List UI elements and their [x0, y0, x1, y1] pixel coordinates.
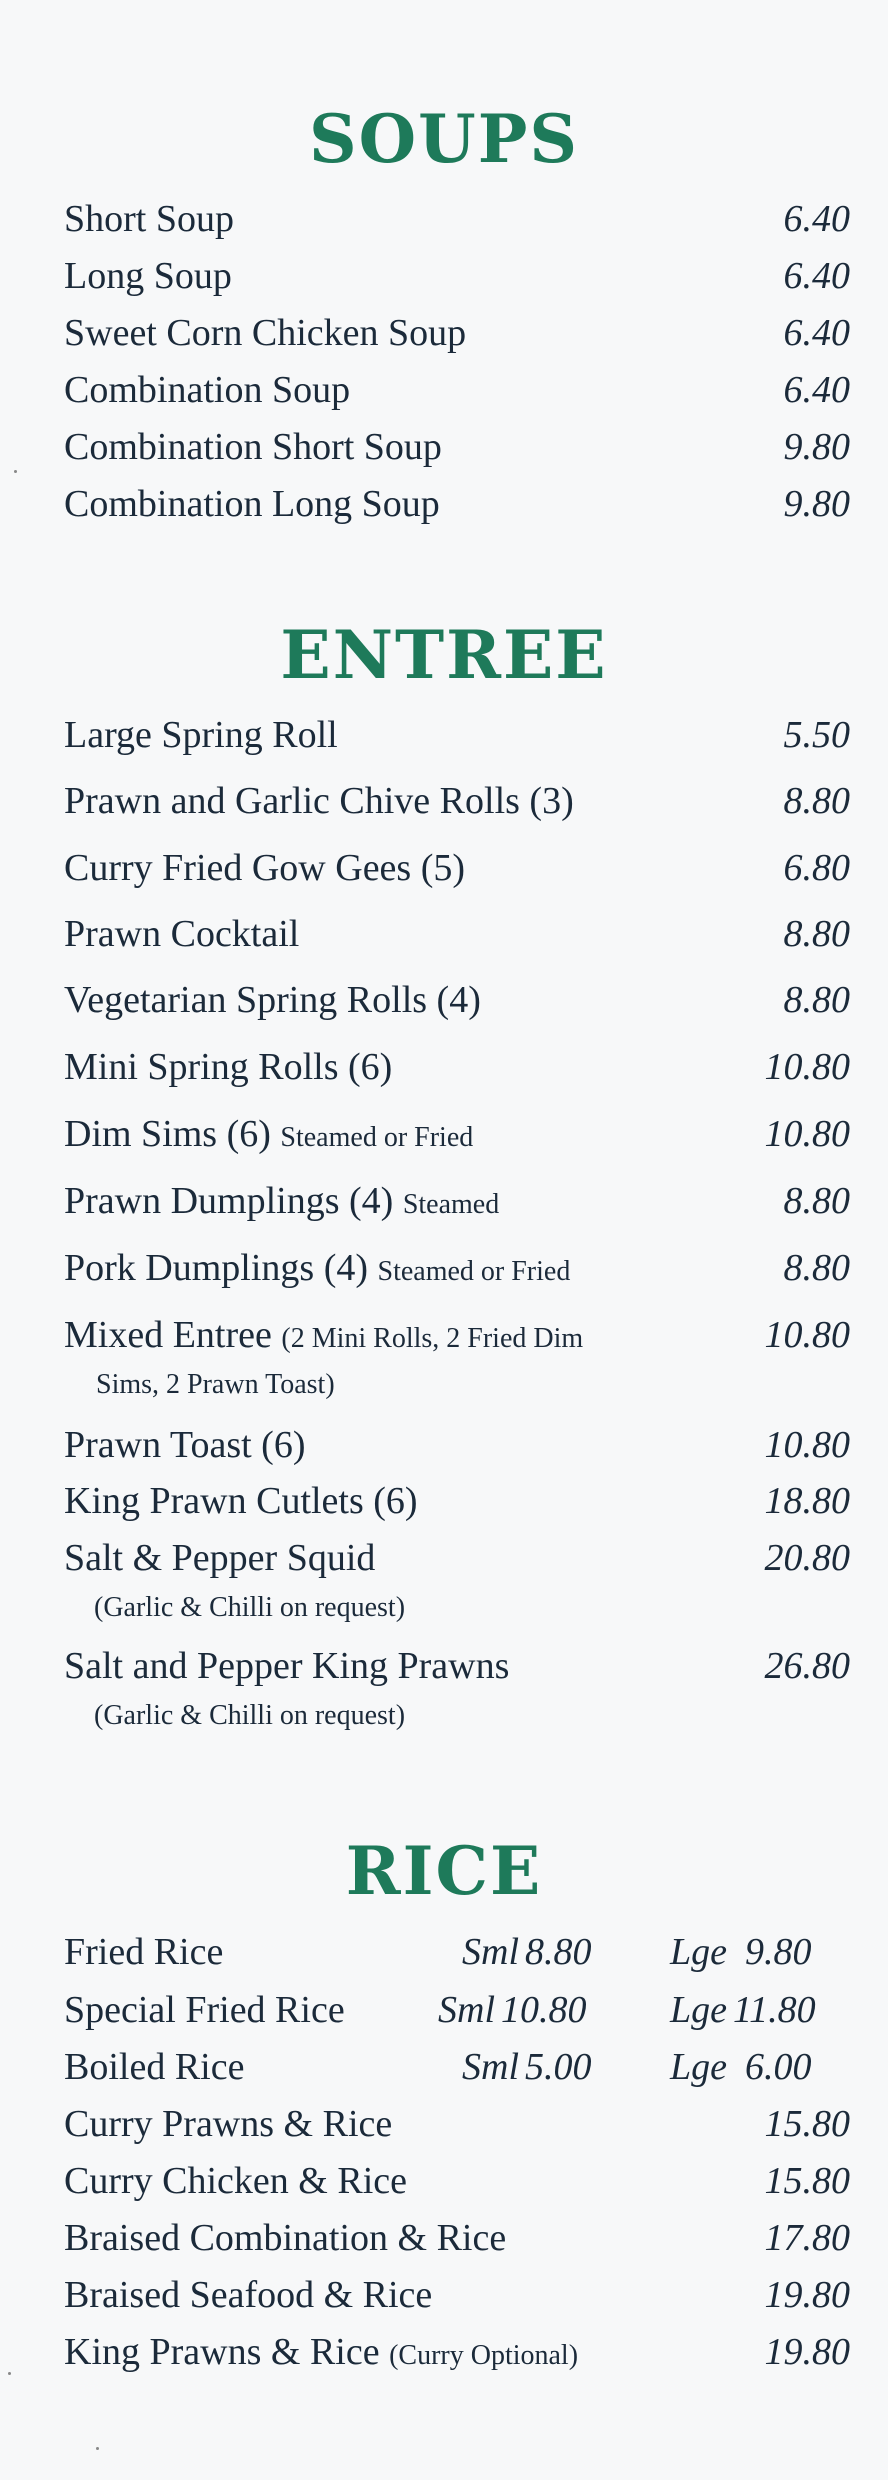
small-label: Sml: [438, 1989, 495, 2031]
item-name: [64, 1178, 499, 1228]
item-note: (2 Mini Rolls, 2 Fried Dim: [281, 1323, 584, 1354]
item-name: Prawn Toast (6): [64, 1424, 306, 1466]
item-price: 6.80: [783, 847, 850, 889]
small-value: 8.80: [525, 1931, 592, 1973]
large-price: [670, 1987, 816, 2033]
item-name: Mini Spring Rolls (6): [64, 1046, 393, 1088]
item-name: Combination Long Soup: [64, 483, 440, 525]
item-price: 10.80: [764, 1314, 850, 1356]
item-name: Long Soup: [64, 255, 232, 297]
item-price: 8.80: [783, 979, 850, 1021]
item-price: 8.80: [783, 780, 850, 822]
item-name: Prawn Cocktail: [64, 913, 300, 955]
item-name: Short Soup: [64, 198, 234, 240]
menu-item: [64, 1312, 850, 1408]
item-note: (Garlic & Chilli on request): [94, 1592, 406, 1623]
item-note-continued: Sims, 2 Prawn Toast): [96, 1369, 335, 1400]
item-price: 19.80: [764, 2331, 850, 2373]
menu-item: [64, 1535, 850, 1631]
item-price: 26.80: [764, 1645, 850, 1687]
item-name: [64, 1111, 473, 1161]
item-name: Braised Combination & Rice: [64, 2217, 507, 2259]
scan-speck: [14, 470, 17, 473]
item-note: (Garlic & Chilli on request): [94, 1700, 406, 1731]
item-price: 15.80: [764, 2103, 850, 2145]
item-title: Prawn Dumplings (4): [64, 1180, 394, 1222]
item-price: 10.80: [764, 1424, 850, 1466]
item-price: 10.80: [764, 1113, 850, 1155]
large-label: Lge: [670, 1989, 727, 2031]
item-name: Large Spring Roll: [64, 714, 338, 756]
item-name: Curry Prawns & Rice: [64, 2103, 393, 2145]
item-name: Prawn and Garlic Chive Rolls (3): [64, 780, 574, 822]
large-label: Lge: [670, 1931, 727, 1973]
item-name: King Prawn Cutlets (6): [64, 1480, 418, 1522]
item-price: 19.80: [764, 2274, 850, 2316]
item-price: 6.40: [783, 198, 850, 240]
rice-heading: RICE: [345, 1832, 543, 1910]
small-value: 10.80: [501, 1989, 587, 2031]
item-name: Salt & Pepper Squid: [64, 1537, 376, 1579]
item-note: Steamed: [402, 1189, 500, 1220]
item-name: Vegetarian Spring Rolls (4): [64, 979, 481, 1021]
item-price: 5.50: [783, 714, 850, 756]
item-price: 6.40: [783, 255, 850, 297]
item-price: 8.80: [783, 1247, 850, 1289]
item-price: 18.80: [764, 1480, 850, 1522]
item-name: Special Fried Rice: [64, 1989, 345, 2031]
item-price: 20.80: [764, 1537, 850, 1579]
item-price: 6.40: [783, 369, 850, 411]
large-value: 6.00: [745, 2046, 812, 2088]
item-note: Steamed or Fried: [280, 1122, 474, 1153]
item-title: Dim Sims (6): [64, 1113, 271, 1155]
item-name: Fried Rice: [64, 1931, 224, 1973]
item-name: Combination Short Soup: [64, 426, 442, 468]
item-note: (Curry Optional): [389, 2340, 579, 2371]
item-name: Combination Soup: [64, 369, 351, 411]
item-name: Braised Seafood & Rice: [64, 2274, 433, 2316]
item-name: Curry Fried Gow Gees (5): [64, 847, 466, 889]
large-label: Lge: [670, 2046, 727, 2088]
item-price: 9.80: [783, 426, 850, 468]
small-label: Sml: [462, 2046, 519, 2088]
item-price: 8.80: [783, 913, 850, 955]
item-name: [64, 2329, 578, 2379]
item-name: Salt and Pepper King Prawns: [64, 1645, 510, 1687]
soups-heading: SOUPS: [308, 100, 579, 178]
item-name: [64, 1245, 570, 1295]
item-price: 9.80: [783, 483, 850, 525]
item-name: Sweet Corn Chicken Soup: [64, 312, 467, 354]
item-price: 15.80: [764, 2160, 850, 2202]
item-name: [64, 1312, 583, 1362]
large-price: [670, 2044, 812, 2090]
large-value: 11.80: [733, 1989, 816, 2031]
entree-heading: ENTREE: [280, 616, 608, 694]
item-name: Curry Chicken & Rice: [64, 2160, 407, 2202]
small-price: [462, 1929, 592, 1975]
menu-item: [64, 1643, 850, 1739]
item-price: 6.40: [783, 312, 850, 354]
scan-speck: [8, 2372, 11, 2375]
item-title: King Prawns & Rice: [64, 2331, 380, 2373]
item-price: 17.80: [764, 2217, 850, 2259]
item-title: Mixed Entree: [64, 1314, 272, 1356]
item-title: Pork Dumplings (4): [64, 1247, 368, 1289]
small-value: 5.00: [525, 2046, 592, 2088]
large-value: 9.80: [745, 1931, 812, 1973]
item-price: 8.80: [783, 1180, 850, 1222]
item-price: 10.80: [764, 1046, 850, 1088]
small-label: Sml: [462, 1931, 519, 1973]
scan-speck: [96, 2447, 99, 2450]
item-note: Steamed or Fried: [377, 1256, 571, 1287]
small-price: [438, 1987, 587, 2033]
small-price: [462, 2044, 592, 2090]
item-name: Boiled Rice: [64, 2046, 245, 2088]
large-price: [670, 1929, 812, 1975]
